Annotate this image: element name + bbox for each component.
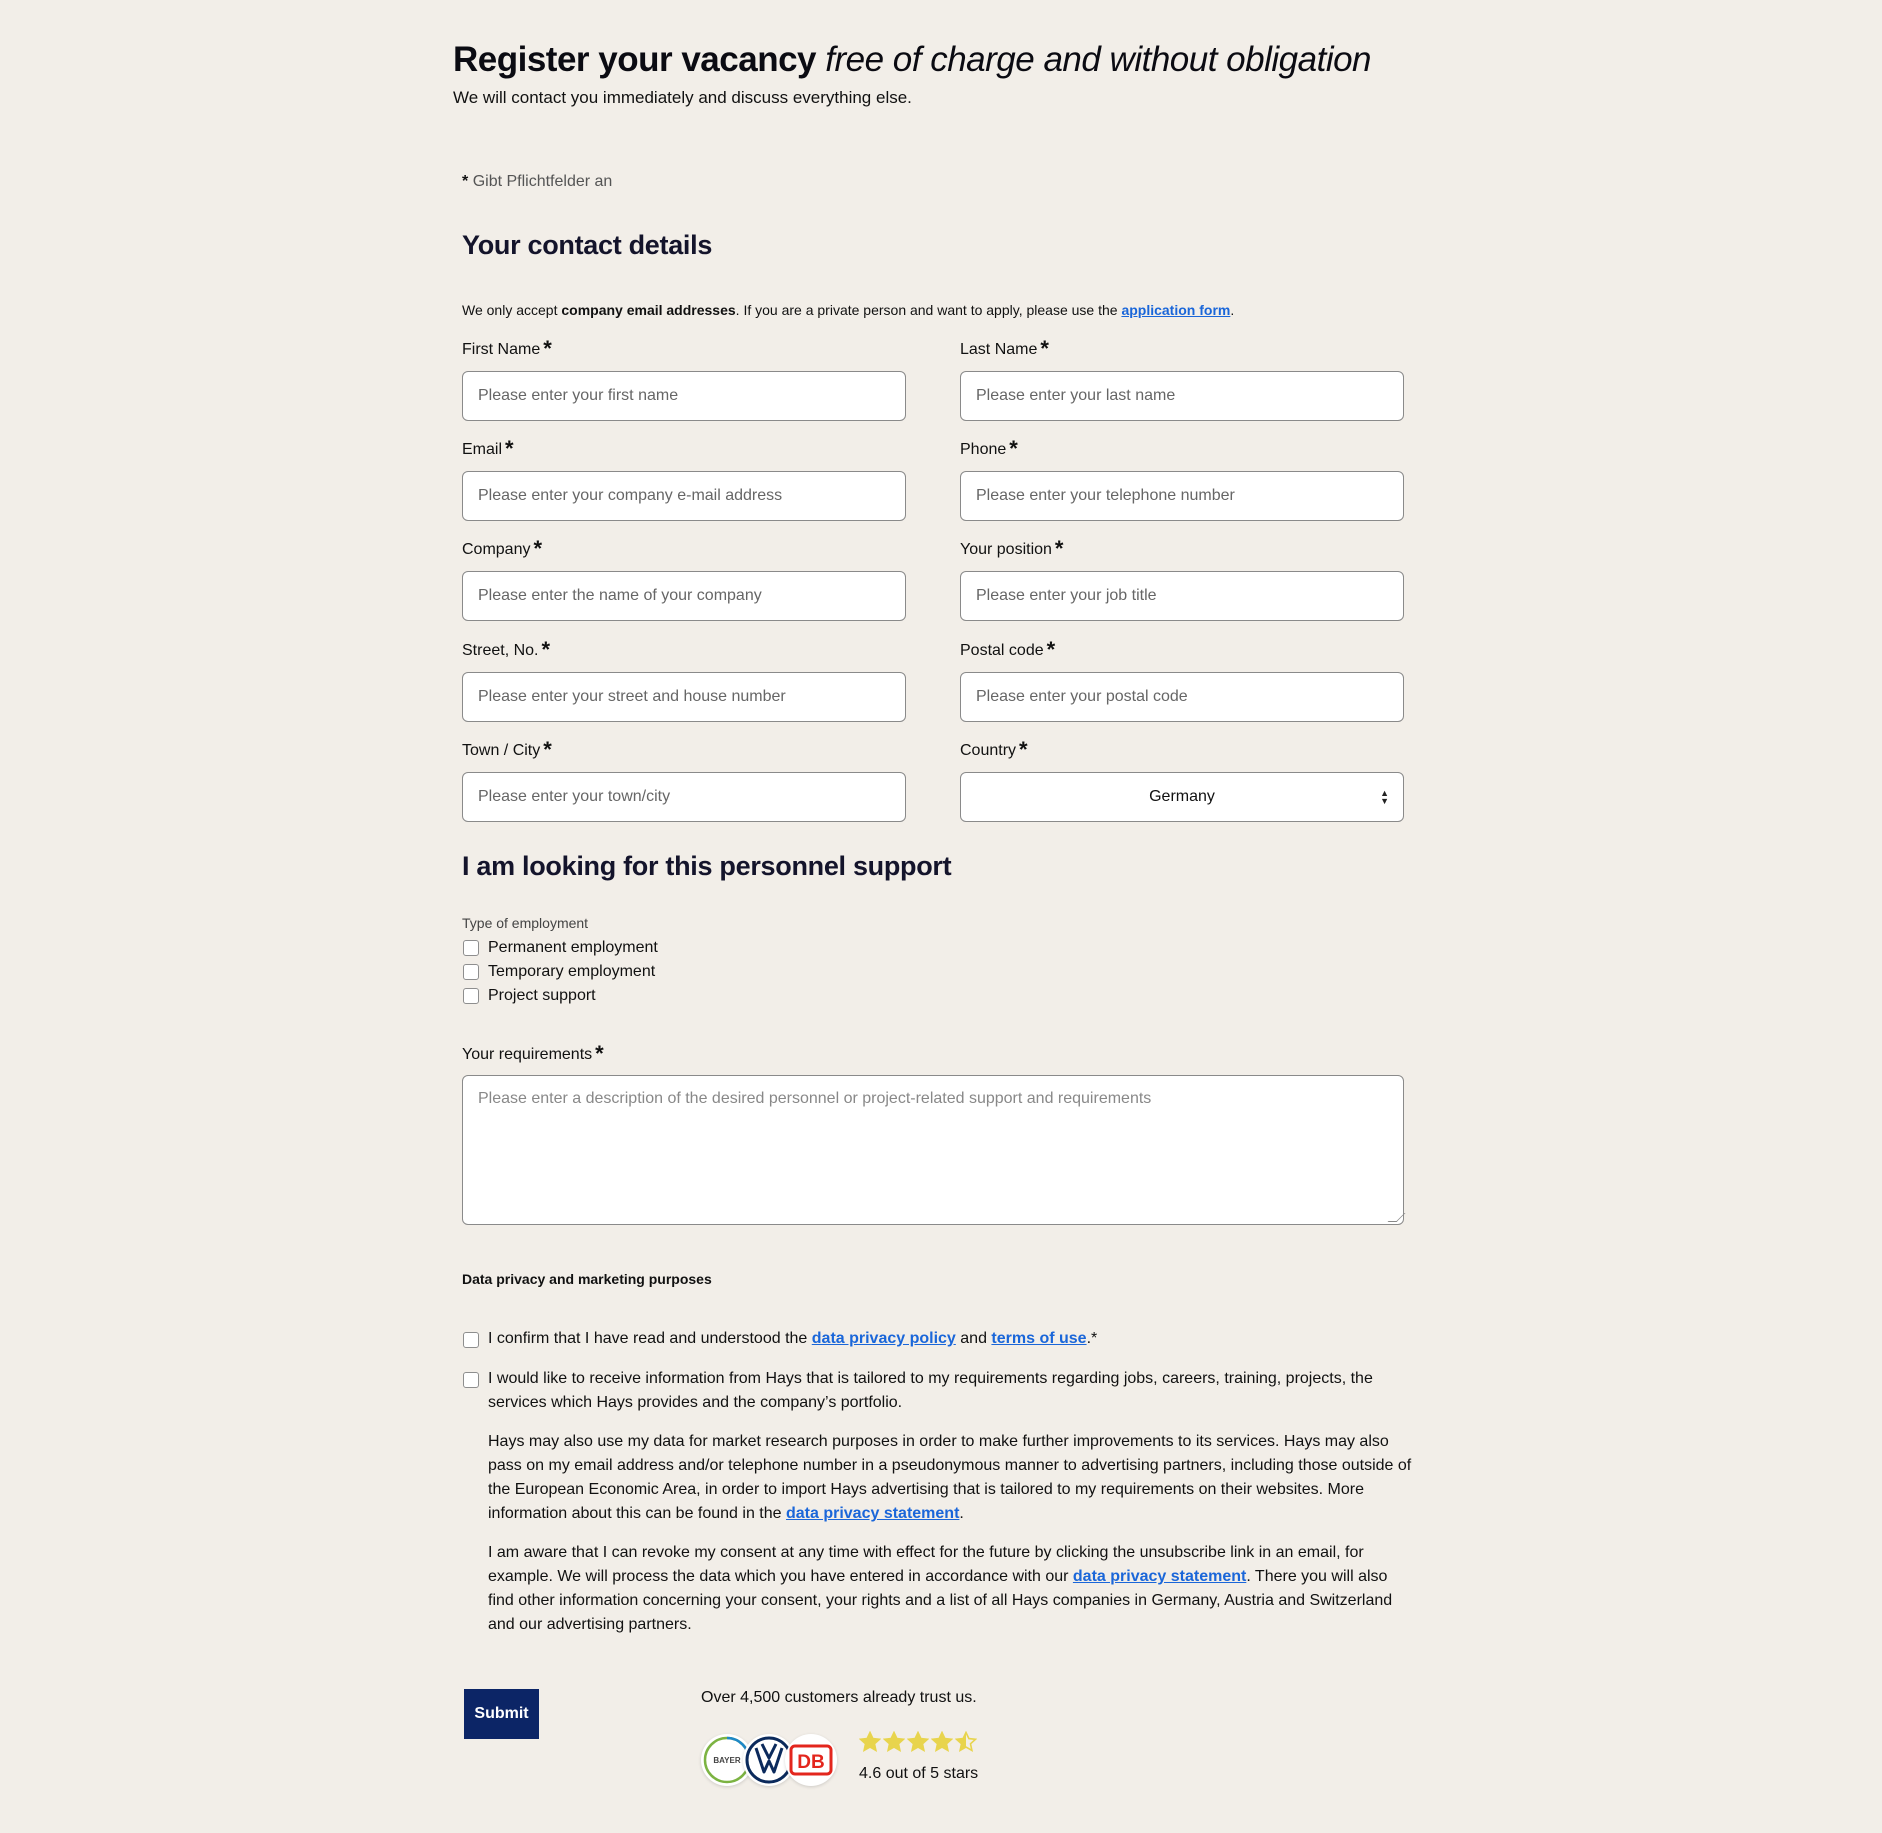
checkbox[interactable] bbox=[463, 964, 479, 980]
data-privacy-statement-link-2[interactable]: data privacy statement bbox=[1072, 1568, 1247, 1585]
data-privacy-statement-link[interactable]: data privacy statement bbox=[785, 1505, 960, 1522]
title-bold: Register your vacancy bbox=[453, 40, 817, 79]
info-text-2: . If you are a private person and want to apply, please use the bbox=[735, 302, 1122, 318]
confirm-and: and bbox=[955, 1330, 992, 1347]
star-icon bbox=[883, 1731, 905, 1753]
first-name-input[interactable] bbox=[463, 372, 905, 420]
option-label: Project support bbox=[488, 987, 596, 1004]
privacy-confirm-checkbox[interactable] bbox=[463, 1332, 479, 1348]
country-select[interactable] bbox=[960, 772, 1404, 822]
option-project[interactable] bbox=[463, 987, 596, 1005]
town-input[interactable] bbox=[463, 773, 905, 821]
marketing-consent bbox=[463, 1367, 1409, 1415]
data-privacy-policy-link[interactable]: data privacy policy bbox=[811, 1330, 956, 1347]
rating-text: 4.6 out of 5 stars bbox=[859, 1765, 979, 1782]
town-field bbox=[462, 738, 906, 822]
company-field bbox=[462, 537, 906, 621]
position-field bbox=[960, 537, 1404, 621]
para1-text: Hays may also use my data for market research purposes in order to make further improvements to its services. Hays may also pass on my email address and/or telephone number in a pseudonymous manner to advertising partners, including those outside of the European Economic Area, in order to import Hays advertising that is tailored to my requirements on their websites. More information about this can be found in the bbox=[488, 1433, 1412, 1522]
required-note-text: Gibt Pflichtfelder an bbox=[472, 173, 613, 190]
first-name-field bbox=[462, 337, 906, 421]
employment-type-label: Type of employment bbox=[462, 915, 589, 931]
privacy-confirm bbox=[463, 1327, 1409, 1351]
required-note bbox=[462, 173, 612, 191]
position-label: Your position * bbox=[960, 536, 1064, 561]
star-icon bbox=[859, 1731, 881, 1753]
email-input[interactable] bbox=[463, 472, 905, 520]
option-label: Permanent employment bbox=[488, 939, 658, 956]
info-text: We only accept bbox=[462, 302, 562, 318]
country-field bbox=[960, 738, 1404, 822]
requirements-label-wrap bbox=[462, 1042, 906, 1066]
star-icon bbox=[931, 1731, 953, 1753]
option-permanent[interactable] bbox=[463, 939, 658, 957]
privacy-paragraph-1 bbox=[488, 1430, 1413, 1526]
requirements-label: Your requirements * bbox=[462, 1041, 604, 1066]
position-input[interactable] bbox=[961, 572, 1403, 620]
company-label: Company * bbox=[462, 536, 543, 561]
postal-code-label: Postal code * bbox=[960, 637, 1056, 662]
para1-suffix: . bbox=[959, 1505, 964, 1522]
privacy-paragraph-2 bbox=[488, 1541, 1413, 1637]
page-title bbox=[453, 36, 1371, 84]
customer-logos bbox=[701, 1734, 837, 1788]
country-value: Germany bbox=[1149, 788, 1215, 805]
title-italic: free of charge and without obligation bbox=[825, 40, 1372, 79]
confirm-text: I confirm that I have read and understood the bbox=[488, 1330, 812, 1347]
rating-stars bbox=[859, 1731, 977, 1753]
last-name-input[interactable] bbox=[961, 372, 1403, 420]
postal-code-input[interactable] bbox=[961, 673, 1403, 721]
contact-heading: Your contact details bbox=[462, 230, 713, 260]
svg-text:BAYER: BAYER bbox=[713, 1756, 741, 1765]
requirements-field bbox=[462, 1075, 1404, 1225]
star-icon bbox=[955, 1731, 977, 1753]
marketing-text: I would like to receive information from Hays that is tailored to my requirements regarding jobs, careers, training, projects, the services which Hays provides and the company’s portfolio. bbox=[488, 1370, 1373, 1411]
privacy-heading: Data privacy and marketing purposes bbox=[462, 1271, 712, 1287]
page-subtitle: We will contact you immediately and discuss everything else. bbox=[453, 88, 912, 107]
email-field bbox=[462, 437, 906, 521]
requirements-textarea[interactable] bbox=[463, 1076, 1403, 1224]
required-star: * bbox=[462, 173, 469, 190]
confirm-suffix: .* bbox=[1086, 1330, 1098, 1347]
last-name-label: Last Name * bbox=[960, 336, 1049, 361]
marketing-consent-checkbox[interactable] bbox=[463, 1372, 479, 1388]
db-logo bbox=[785, 1734, 837, 1786]
support-heading: I am looking for this personnel support bbox=[462, 851, 952, 881]
phone-field bbox=[960, 437, 1404, 521]
application-form-link[interactable]: application form bbox=[1121, 302, 1231, 318]
street-field bbox=[462, 638, 906, 722]
first-name-label: First Name * bbox=[462, 336, 552, 361]
company-input[interactable] bbox=[463, 572, 905, 620]
street-label: Street, No. * bbox=[462, 637, 551, 662]
terms-of-use-link[interactable]: terms of use bbox=[991, 1330, 1087, 1347]
email-label: Email * bbox=[462, 436, 514, 461]
last-name-field bbox=[960, 337, 1404, 421]
street-input[interactable] bbox=[463, 673, 905, 721]
town-label: Town / City * bbox=[462, 737, 552, 762]
submit-button[interactable]: Submit bbox=[464, 1689, 539, 1739]
country-label: Country * bbox=[960, 737, 1028, 762]
phone-input[interactable] bbox=[961, 472, 1403, 520]
option-temporary[interactable] bbox=[463, 963, 655, 981]
trust-text: Over 4,500 customers already trust us. bbox=[701, 1689, 977, 1706]
svg-text:DB: DB bbox=[797, 1752, 825, 1773]
option-label: Temporary employment bbox=[488, 963, 656, 980]
select-arrows-icon: ▲ ▼ bbox=[1380, 788, 1389, 806]
para2-suffix: . There you will also find other information concerning your consent, your rights and a list of all Hays companies in Germany, Austria and Switzerland and our advertising partners. bbox=[488, 1568, 1393, 1633]
postal-code-field bbox=[960, 638, 1404, 722]
star-icon bbox=[907, 1731, 929, 1753]
checkbox[interactable] bbox=[463, 988, 479, 1004]
info-bold: company email addresses bbox=[561, 302, 736, 318]
para2-text: I am aware that I can revoke my consent at any time with effect for the future by clicking the unsubscribe link in an email, for example. We will process the data which you have entered in accordance with our bbox=[488, 1544, 1364, 1585]
email-info bbox=[462, 302, 1234, 318]
checkbox[interactable] bbox=[463, 940, 479, 956]
info-suffix: . bbox=[1230, 302, 1235, 318]
phone-label: Phone * bbox=[960, 436, 1018, 461]
